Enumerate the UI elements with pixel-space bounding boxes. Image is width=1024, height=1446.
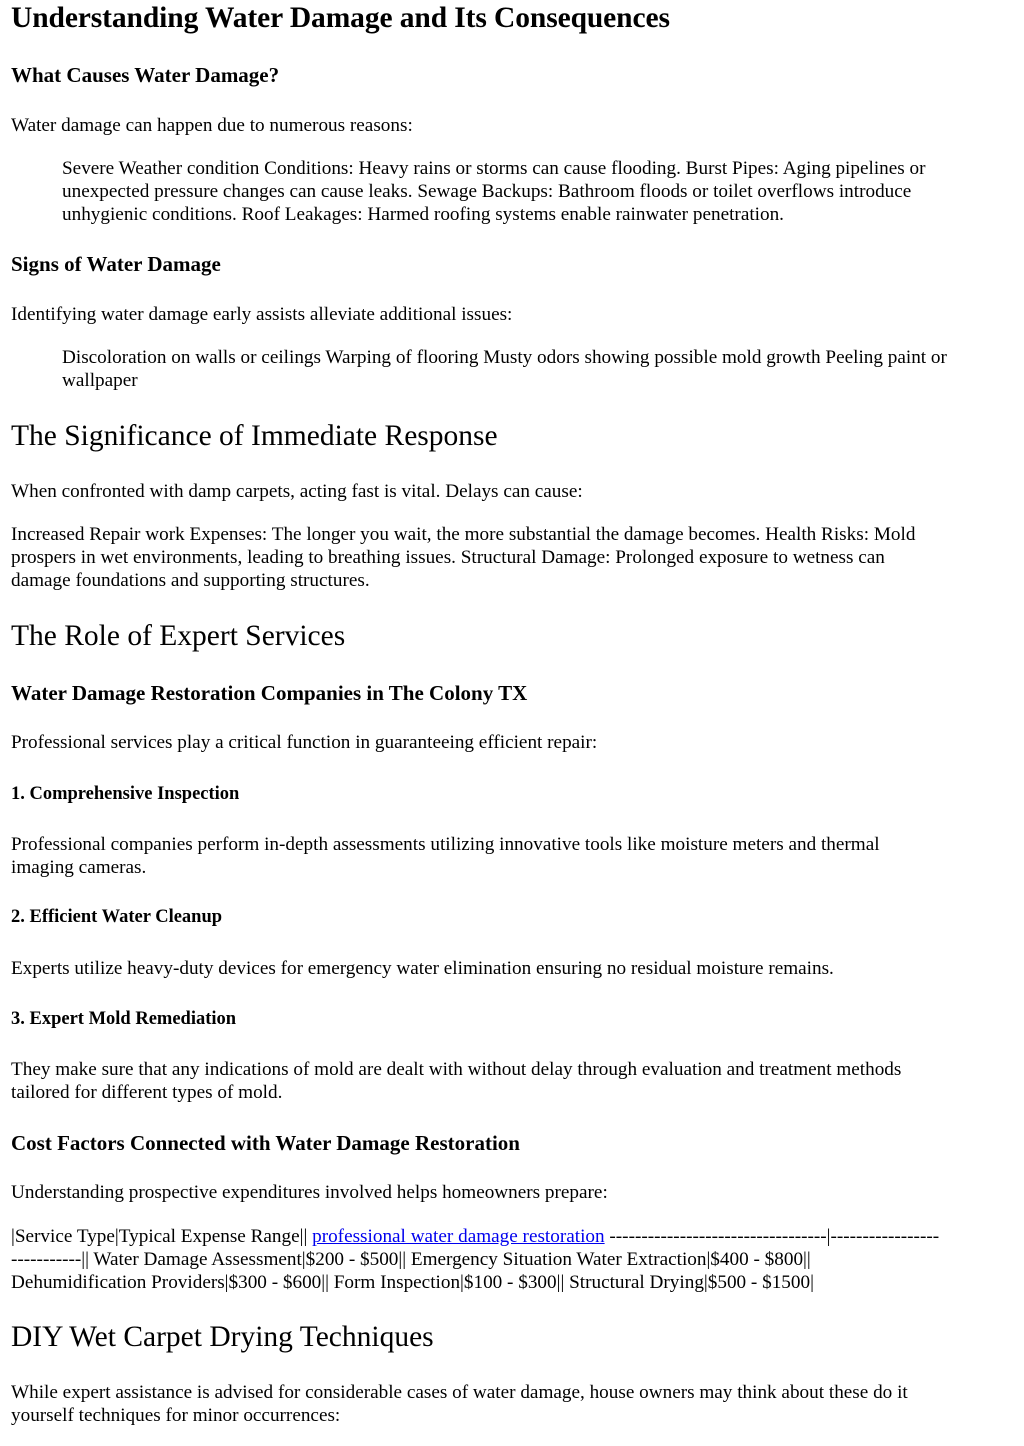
cost-table-line: Dehumidification Providers|$300 - $600|| Form Inspection|$100 - $300|| Structural Drying|$500 - $1500| xyxy=(11,1272,814,1293)
inspection-heading: 1. Comprehensive Inspection xyxy=(11,784,240,804)
response-body-line: damage foundations and supporting structures. xyxy=(11,570,370,591)
mold-text-line: tailored for different types of mold. xyxy=(11,1082,283,1103)
mold-text-line: They make sure that any indications of mold are dealt with without delay through evaluation and treatment methods xyxy=(11,1059,902,1080)
diy-text-line: yourself techniques for minor occurrences: xyxy=(11,1405,341,1426)
mold-heading: 3. Expert Mold Remediation xyxy=(11,1009,237,1029)
cleanup-heading: 2. Efficient Water Cleanup xyxy=(11,907,223,927)
causes-list-line: Severe Weather condition Conditions: Heavy rains or storms can cause flooding. Burst Pipes: Aging pipelines or xyxy=(62,158,926,179)
cost-table-line xyxy=(11,1225,939,1248)
inspection-text-line: Professional companies perform in-depth assessments utilizing innovative tools like moisture meters and thermal xyxy=(11,834,880,855)
cost-table-line: -----------|| Water Damage Assessment|$200 - $500|| Emergency Situation Water Extraction|$400 - $800|| xyxy=(11,1249,811,1270)
causes-list-line: unexpected pressure changes can cause leaks. Sewage Backups: Bathroom floods or toilet overflows introduce xyxy=(62,181,912,202)
cost-table-text: ----------------------------------|----------------- xyxy=(604,1226,940,1247)
page-title: Understanding Water Damage and Its Consequences xyxy=(11,2,670,34)
water-damage-restoration-link[interactable]: professional water damage restoration xyxy=(312,1226,605,1247)
cost-heading: Cost Factors Connected with Water Damage Restoration xyxy=(11,1131,520,1155)
cost-intro: Understanding prospective expenditures involved helps homeowners prepare: xyxy=(11,1182,608,1203)
causes-intro: Water damage can happen due to numerous reasons: xyxy=(11,115,413,136)
diy-heading: DIY Wet Carpet Drying Techniques xyxy=(11,1321,434,1353)
signs-list-line: wallpaper xyxy=(62,370,138,391)
diy-text-line: While expert assistance is advised for considerable cases of water damage, house owners may think about these do it xyxy=(11,1382,908,1403)
cost-table-text: |Service Type|Typical Expense Range|| xyxy=(11,1226,313,1247)
expert-intro: Professional services play a critical function in guaranteeing efficient repair: xyxy=(11,732,598,753)
causes-list-line: unhygienic conditions. Roof Leakages: Harmed roofing systems enable rainwater penetration. xyxy=(62,204,784,225)
response-heading: The Significance of Immediate Response xyxy=(11,420,498,452)
response-body-line: prospers in wet environments, leading to breathing issues. Structural Damage: Prolonged exposure to wetness can xyxy=(11,547,885,568)
causes-heading: What Causes Water Damage? xyxy=(11,63,280,87)
expert-heading: The Role of Expert Services xyxy=(11,620,346,652)
expert-subheading: Water Damage Restoration Companies in The Colony TX xyxy=(11,681,528,705)
cleanup-text-line: Experts utilize heavy-duty devices for emergency water elimination ensuring no residual moisture remains. xyxy=(11,958,834,979)
signs-list-line: Discoloration on walls or ceilings Warping of flooring Musty odors showing possible mold growth Peeling paint or xyxy=(62,347,947,368)
signs-intro: Identifying water damage early assists alleviate additional issues: xyxy=(11,304,513,325)
inspection-text-line: imaging cameras. xyxy=(11,857,147,878)
signs-heading: Signs of Water Damage xyxy=(11,252,221,276)
response-body-line: Increased Repair work Expenses: The longer you wait, the more substantial the damage becomes. Health Risks: Mold xyxy=(11,524,916,545)
response-intro: When confronted with damp carpets, acting fast is vital. Delays can cause: xyxy=(11,481,583,502)
